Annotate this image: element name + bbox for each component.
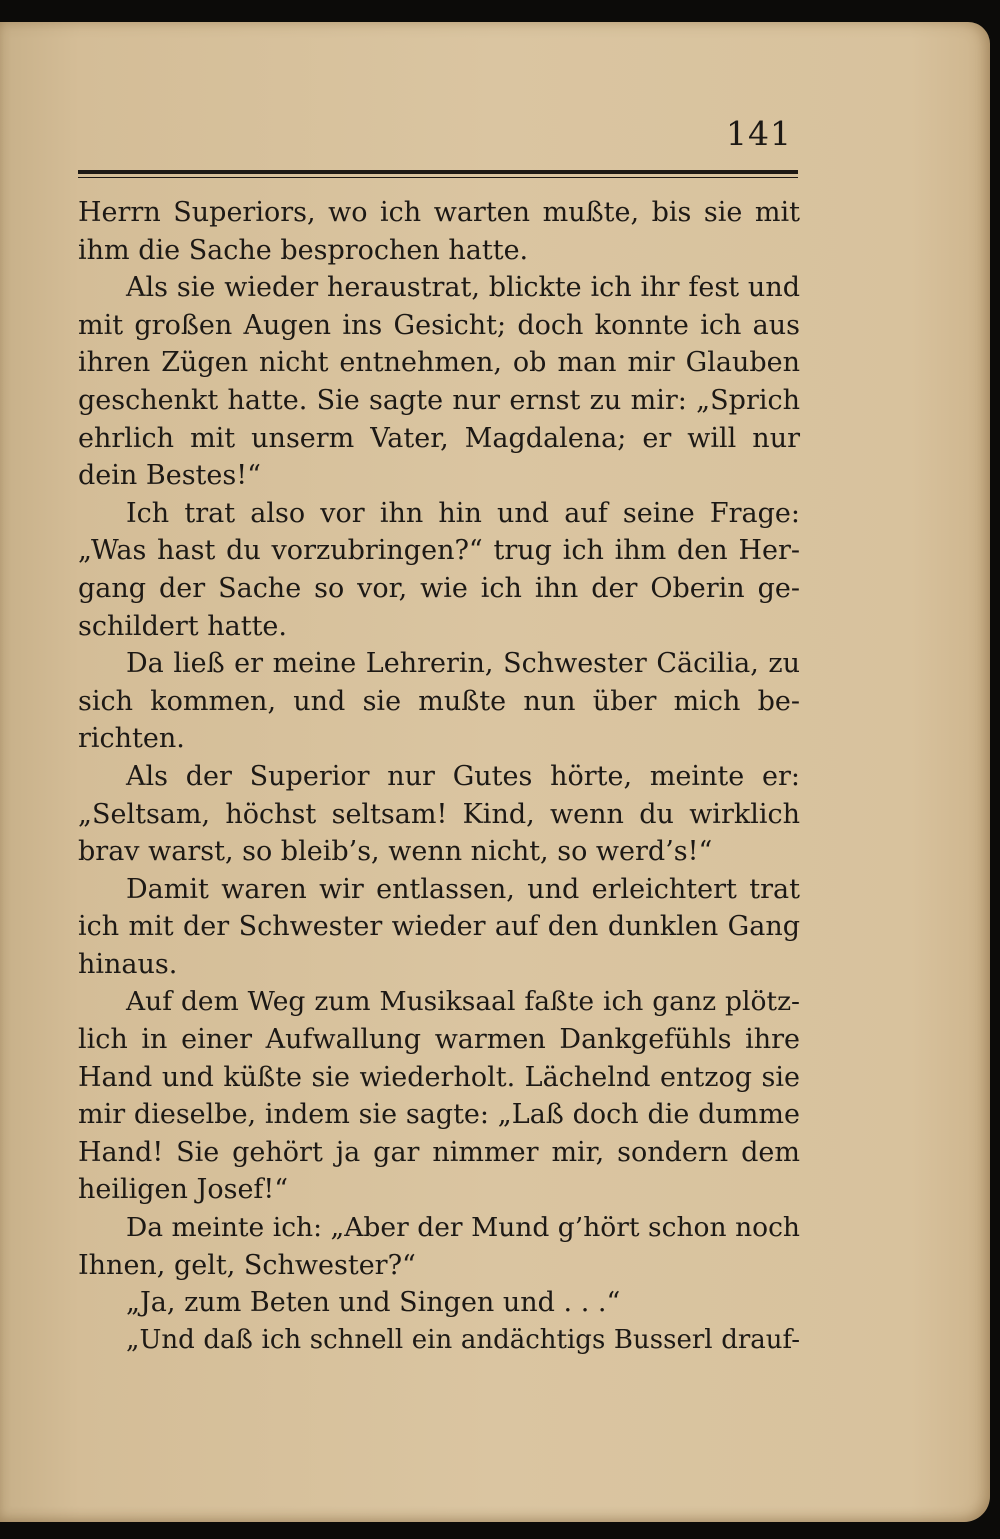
text-line: dein Bestes!“ bbox=[78, 460, 261, 492]
text-line: ehrlich mit unserm Vater, Magdalena; er will nur bbox=[78, 422, 800, 454]
text-line: lich in einer Aufwallung warmen Dankgefühls ihre bbox=[78, 1024, 800, 1056]
text-line: Da meinte ich: „Aber der Mund g’hört schon noch bbox=[126, 1212, 800, 1244]
page-number: 141 bbox=[726, 114, 792, 153]
text-line: Ihnen, gelt, Schwester?“ bbox=[78, 1249, 416, 1281]
text-line: mir dieselbe, indem sie sagte: „Laß doch die dumme bbox=[78, 1099, 800, 1131]
text-line: Auf dem Weg zum Musiksaal faßte ich ganz plötz- bbox=[126, 986, 800, 1018]
text-line: „Seltsam, höchst seltsam! Kind, wenn du wirklich bbox=[78, 798, 800, 830]
text-line: ich mit der Schwester wieder auf den dunklen Gang bbox=[78, 911, 800, 943]
header-rule-thin bbox=[78, 177, 798, 178]
book-page bbox=[0, 22, 990, 1522]
header-rule-thick bbox=[78, 170, 798, 174]
text-line: heiligen Josef!“ bbox=[78, 1174, 289, 1206]
text-line: ihm die Sache besprochen hatte. bbox=[78, 234, 529, 266]
text-line: Hand! Sie gehört ja gar nimmer mir, sondern dem bbox=[78, 1136, 800, 1168]
text-line: Als der Superior nur Gutes hörte, meinte er: bbox=[126, 760, 800, 792]
text-line: hinaus. bbox=[78, 948, 178, 980]
text-line: Damit waren wir entlassen, und erleichtert trat bbox=[126, 873, 800, 905]
text-line: Als sie wieder heraustrat, blickte ich ihr fest und bbox=[126, 272, 800, 304]
text-line: richten. bbox=[78, 723, 185, 755]
text-line: brav warst, so bleib’s, wenn nicht, so werd’s!“ bbox=[78, 836, 713, 868]
body-text bbox=[78, 194, 800, 1359]
text-line: gang der Sache so vor, wie ich ihn der Oberin ge- bbox=[78, 572, 800, 604]
text-line: ihren Zügen nicht entnehmen, ob man mir Glauben bbox=[78, 347, 800, 379]
text-line: „Ja, zum Beten und Singen und . . .“ bbox=[126, 1287, 621, 1319]
text-line: „Und daß ich schnell ein andächtigs Busserl drauf- bbox=[126, 1324, 800, 1355]
text-line: mit großen Augen ins Gesicht; doch konnte ich aus bbox=[78, 309, 800, 341]
text-line: Ich trat also vor ihn hin und auf seine Frage: bbox=[126, 497, 800, 529]
text-line: Hand und küßte sie wiederholt. Lächelnd entzog sie bbox=[78, 1061, 800, 1093]
text-line: Herrn Superiors, wo ich warten mußte, bis sie mit bbox=[78, 197, 800, 228]
text-line: „Was hast du vorzubringen?“ trug ich ihm den Her- bbox=[78, 535, 800, 567]
text-line: sich kommen, und sie mußte nun über mich be- bbox=[78, 685, 800, 717]
text-line: schildert hatte. bbox=[78, 610, 287, 642]
text-line: Da ließ er meine Lehrerin, Schwester Cäcilia, zu bbox=[126, 648, 800, 680]
text-line: geschenkt hatte. Sie sagte nur ernst zu mir: „Sprich bbox=[78, 384, 800, 416]
